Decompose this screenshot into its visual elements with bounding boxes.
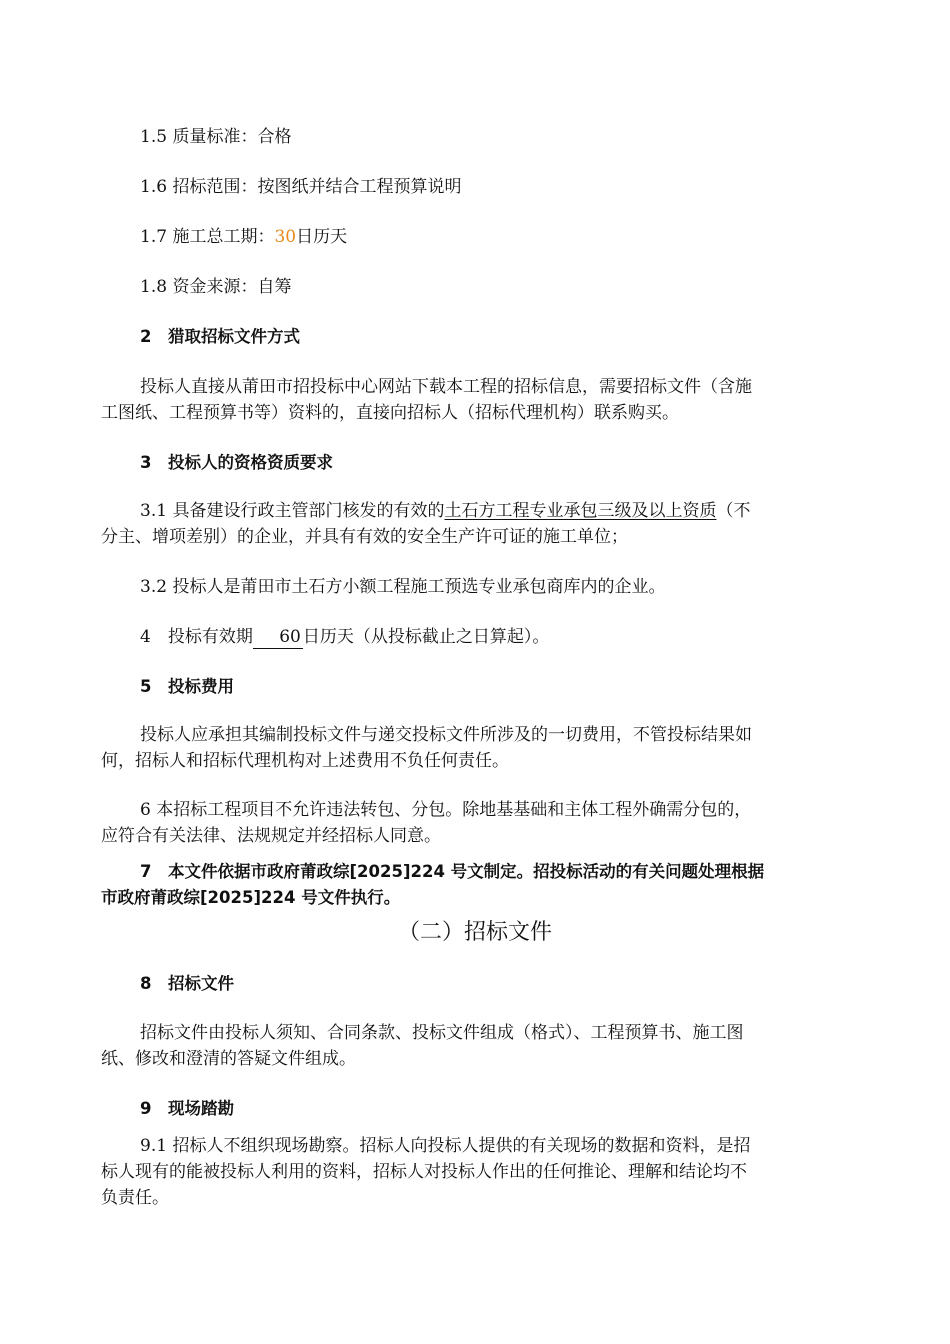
subcontract-line-1: 6 本招标工程项目不允许违法转包、分包。除地基基础和主体工程外确需分包的，: [140, 800, 752, 820]
heading-qualifications: 3 投标人的资格资质要求: [140, 453, 333, 472]
qualification-3-1-requirement: 土石方工程专业承包三级及以上资质: [444, 501, 717, 521]
construction-period-unit: 日历天: [296, 227, 348, 247]
bid-costs-line-1: 投标人应承担其编制投标文件与递交投标文件所涉及的一切费用，不管投标结果如: [140, 725, 752, 745]
construction-period-days: 30: [274, 227, 297, 247]
heading-bid-documents: 8 招标文件: [140, 974, 234, 993]
site-visit-line-3: 负责任。: [101, 1188, 169, 1208]
heading-site-visit: 9 现场踏勘: [140, 1099, 234, 1118]
construction-period-label: 1.7 施工总工期：: [140, 227, 275, 247]
basis-line-1: 7 本文件依据市政府莆政综[2025]224 号文制定。招投标活动的有关问题处理根据: [140, 862, 765, 881]
bid-validity-unit: 日历天（从投标截止之日算起）。: [302, 627, 550, 647]
qualification-3-1-tail: （不: [716, 501, 751, 521]
funding-source: 1.8 资金来源：自筹: [140, 277, 292, 297]
heading-obtain-docs: 2 猎取招标文件方式: [140, 327, 300, 346]
obtain-docs-line-1: 投标人直接从莆田市招投标中心网站下载本工程的招标信息，需要招标文件（含施: [140, 377, 752, 397]
bid-documents-line-2: 纸、修改和澄清的答疑文件组成。: [101, 1049, 356, 1069]
qualification-3-1-text: 3.1 具备建设行政主管部门核发的有效的: [140, 501, 445, 521]
obtain-docs-line-2: 工图纸、工程预算书等）资料的，直接向招标人（招标代理机构）联系购买。: [101, 403, 679, 423]
subcontract-line-2: 应符合有关法律、法规规定并经招标人同意。: [101, 826, 441, 846]
site-visit-line-1: 9.1 招标人不组织现场勘察。招标人向投标人提供的有关现场的数据和资料，是招: [140, 1136, 751, 1156]
site-visit-line-2: 标人现有的能被投标人利用的资料，招标人对投标人作出的任何推论、理解和结论均不: [101, 1162, 747, 1182]
bid-validity-days: 60: [253, 627, 303, 649]
heading-bid-costs: 5 投标费用: [140, 677, 234, 696]
qualification-3-2: 3.2 投标人是莆田市土石方小额工程施工预选专业承包商库内的企业。: [140, 577, 666, 597]
quality-standard: 1.5 质量标准：合格: [140, 127, 292, 147]
bid-validity: [140, 624, 549, 650]
construction-period: [140, 224, 347, 250]
qualification-3-1: [140, 498, 750, 524]
basis-line-2: 市政府莆政综[2025]224 号文件执行。: [101, 888, 401, 907]
qualification-3-1-line-2: 分主、增项差别）的企业，并具有有效的安全生产许可证的施工单位；: [101, 527, 628, 547]
bid-validity-label: 4 投标有效期: [140, 627, 253, 647]
section-title: （二）招标文件: [397, 920, 552, 945]
bid-costs-line-2: 何，招标人和招标代理机构对上述费用不负任何责任。: [101, 751, 509, 771]
bid-documents-line-1: 招标文件由投标人须知、合同条款、投标文件组成（格式）、工程预算书、施工图: [140, 1023, 744, 1043]
bid-scope: 1.6 招标范围：按图纸并结合工程预算说明: [140, 177, 462, 197]
